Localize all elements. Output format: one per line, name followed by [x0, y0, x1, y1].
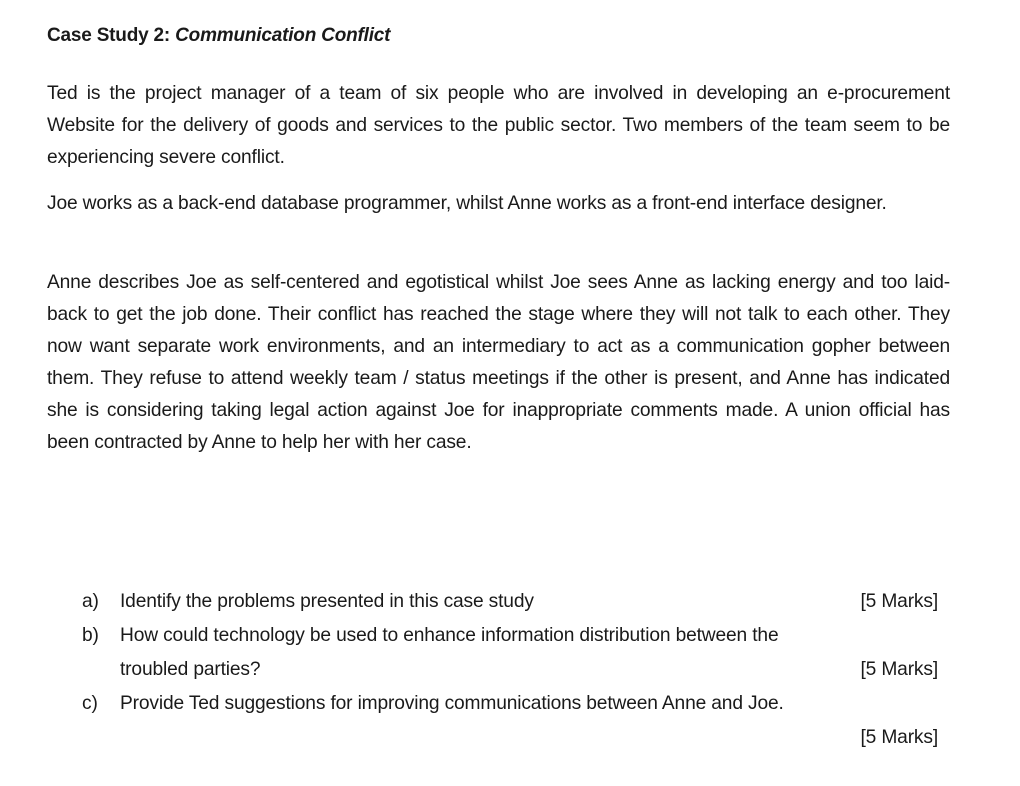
question-row [120, 721, 938, 755]
question-marks: [5 Marks] [860, 591, 938, 612]
question-row [120, 585, 938, 619]
question-marks: [5 Marks] [860, 727, 938, 748]
case-study-heading [47, 25, 390, 47]
question-label: b) [82, 625, 99, 646]
question-label: c) [82, 693, 98, 714]
heading-prefix: Case Study 2: [47, 25, 176, 46]
question-text: How could technology be used to enhance information distribution between the [120, 625, 779, 646]
heading-title: Communication Conflict [175, 25, 391, 46]
question-marks: [5 Marks] [860, 659, 938, 680]
question-label: a) [82, 591, 99, 612]
paragraph-intro: Ted is the project manager of a team of six people who are involved in developing an e-procurement Website for the delivery of goods and services to the public sector. Two members of the team seem to be experiencing severe conflict. [47, 83, 950, 168]
question-row [120, 619, 938, 653]
question-list [82, 585, 938, 755]
question-text-continued: troubled parties? [120, 659, 261, 680]
question-row [120, 653, 938, 687]
question-row [120, 687, 938, 721]
paragraph-conflict: Anne describes Joe as self-centered and egotistical whilst Joe sees Anne as lacking energy and too laid-back to get the job done. Their conflict has reached the stage where they will not talk to each other. They now want separate work environments, and an intermediary to act as a communication gopher between them. They refuse to attend weekly team / status meetings if the other is present, and Anne has indicated she is considering taking legal action against Joe for inappropriate comments made. A union official has been contracted by Anne to help her with her case. [47, 272, 950, 453]
question-text: Identify the problems presented in this case study [120, 591, 534, 612]
question-text: Provide Ted suggestions for improving communications between Anne and Joe. [120, 693, 784, 714]
question-item [82, 585, 938, 619]
question-item [82, 687, 938, 755]
paragraph-roles: Joe works as a back-end database programmer, whilst Anne works as a front-end interface designer. [47, 193, 887, 214]
question-item [82, 619, 938, 687]
